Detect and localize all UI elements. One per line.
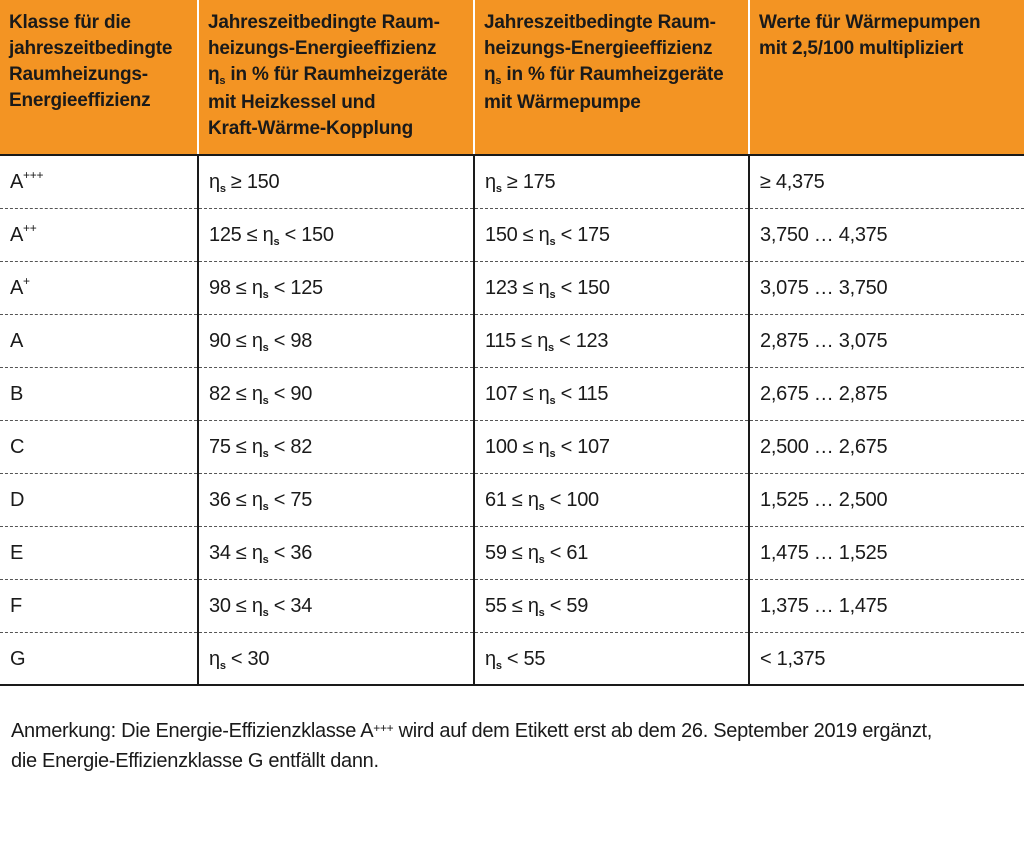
range-upper: < 98 — [268, 330, 313, 352]
eta-symbol: η — [527, 489, 539, 511]
range-lower: 150 ≤ — [485, 224, 539, 246]
eta-symbol: η — [251, 383, 263, 405]
eta-subscript: s — [495, 659, 502, 672]
cell-class — [0, 261, 198, 314]
range-lower: 61 ≤ — [485, 489, 528, 511]
eta-symbol: η — [538, 383, 550, 405]
eta-symbol: η — [527, 595, 539, 617]
cell-class — [0, 208, 198, 261]
header-line: heizungs-Energieeffizienz — [484, 38, 713, 59]
range-upper: < 61 — [544, 542, 589, 564]
table-row — [0, 314, 1024, 367]
eta-subscript: s — [549, 395, 556, 407]
range-upper: < 115 — [555, 383, 609, 405]
cell-boiler-range — [198, 579, 474, 632]
eta-subscript: s — [262, 554, 269, 566]
range-upper: < 36 — [268, 542, 313, 564]
header-line: mit Heizkessel und — [208, 92, 376, 113]
eta-symbol: η — [485, 647, 496, 670]
multiplied-value: 2,675 … 2,875 — [760, 383, 888, 405]
header-boiler-efficiency — [198, 0, 474, 155]
eta-subscript: s — [495, 183, 502, 196]
eta-subscript: s — [548, 342, 554, 354]
eta-subscript: s — [549, 236, 556, 248]
range-upper: < 150 — [279, 224, 334, 246]
eta-symbol: η — [484, 64, 496, 85]
range-lower: 75 ≤ — [209, 436, 252, 458]
cell-boiler-range — [198, 473, 474, 526]
footnote — [11, 716, 1011, 776]
multiplied-value: 3,750 … 4,375 — [760, 224, 888, 246]
header-line: mit 2,5/100 multipliziert — [759, 38, 964, 59]
range-lower: 30 ≤ — [209, 595, 252, 617]
table-row — [0, 367, 1024, 420]
cell-multiplied-range — [749, 208, 1024, 261]
cell-class — [0, 632, 198, 685]
multiplied-value: 2,500 … 2,675 — [760, 436, 888, 458]
cell-heatpump-range — [474, 314, 749, 367]
cell-class — [0, 473, 198, 526]
cell-boiler-range — [198, 632, 474, 685]
eta-symbol: η — [251, 595, 263, 617]
header-class-line: Energieeffizienz — [9, 90, 151, 111]
range-upper: < 150 — [555, 277, 610, 299]
multiplied-value: 1,375 … 1,475 — [760, 595, 888, 617]
multiplied-value: < 1,375 — [760, 647, 826, 670]
range-upper: < 175 — [555, 224, 610, 246]
footnote-text: wird auf dem Etikett erst ab dem 26. September 2019 ergänzt, — [393, 720, 933, 742]
range-lower: 125 ≤ — [209, 224, 263, 246]
cell-multiplied-range — [749, 155, 1024, 208]
cell-boiler-range — [198, 526, 474, 579]
table-row — [0, 526, 1024, 579]
header-class-line: Raumheizungs- — [9, 64, 148, 85]
header-class-line: jahreszeitbedingte — [9, 38, 173, 59]
table-row — [0, 632, 1024, 685]
cell-class — [0, 155, 198, 208]
footnote-text: Anmerkung: Die Energie-Effizienzklasse A — [11, 720, 374, 742]
cell-multiplied-range — [749, 314, 1024, 367]
eta-symbol: η — [251, 489, 263, 511]
range-lower: 82 ≤ — [209, 383, 252, 405]
eta-subscript: s — [262, 448, 269, 460]
cell-heatpump-range — [474, 208, 749, 261]
cell-boiler-range — [198, 367, 474, 420]
cell-boiler-range — [198, 314, 474, 367]
eta-symbol: η — [538, 224, 550, 246]
class-letter: A — [10, 224, 24, 246]
eta-subscript: s — [549, 289, 556, 301]
class-letter: E — [10, 542, 24, 564]
cell-class — [0, 314, 198, 367]
range-upper: < 125 — [268, 277, 323, 299]
header-row — [0, 0, 1024, 155]
range-lower: 115 ≤ — [485, 330, 538, 352]
eta-subscript: s — [262, 395, 269, 407]
eta-subscript: s — [219, 183, 226, 196]
class-superscript: + — [23, 274, 30, 288]
header-class — [0, 0, 198, 155]
class-letter: B — [10, 383, 24, 405]
cell-heatpump-range — [474, 632, 749, 685]
eta-subscript: s — [262, 289, 269, 301]
eta-symbol: η — [538, 277, 550, 299]
class-letter: A — [10, 277, 24, 299]
cell-class — [0, 420, 198, 473]
footnote-superscript: +++ — [373, 721, 394, 735]
multiplied-value: 1,475 … 1,525 — [760, 542, 888, 564]
eta-symbol: η — [262, 224, 274, 246]
eta-subscript: s — [262, 607, 269, 619]
eta-subscript: s — [262, 501, 269, 513]
eta-symbol: η — [209, 647, 220, 670]
range-lower: 100 ≤ — [485, 436, 539, 458]
class-letter: G — [10, 647, 26, 670]
cell-multiplied-range — [749, 261, 1024, 314]
class-letter: D — [10, 489, 25, 511]
range-upper: < 82 — [268, 436, 313, 458]
eta-subscript: s — [262, 342, 269, 354]
eta-subscript: s — [273, 236, 280, 248]
eta-symbol: η — [485, 171, 496, 194]
cell-boiler-range — [198, 155, 474, 208]
eta-subscript: s — [549, 448, 556, 460]
header-line: Kraft-Wärme-Kopplung — [208, 118, 413, 139]
range-upper: < 123 — [553, 330, 609, 352]
table-row — [0, 261, 1024, 314]
cell-multiplied-range — [749, 473, 1024, 526]
cell-heatpump-range — [474, 473, 749, 526]
header-heatpump-multiplied — [749, 0, 1024, 155]
multiplied-value: ≥ 4,375 — [760, 171, 825, 194]
cell-heatpump-range — [474, 526, 749, 579]
eta-subscript: s — [538, 501, 545, 513]
cell-multiplied-range — [749, 367, 1024, 420]
eta-symbol: η — [527, 542, 539, 564]
range-upper: < 75 — [268, 489, 313, 511]
range-lower: 98 ≤ — [209, 277, 252, 299]
eta-subscript: s — [538, 607, 545, 619]
range-lower: 36 ≤ — [209, 489, 252, 511]
cell-heatpump-range — [474, 367, 749, 420]
range-lower: 59 ≤ — [485, 542, 528, 564]
eta-symbol: η — [537, 330, 549, 352]
cell-heatpump-range — [474, 155, 749, 208]
range-upper: < 34 — [268, 595, 313, 617]
table-row — [0, 155, 1024, 208]
cell-heatpump-range — [474, 420, 749, 473]
eta-symbol: η — [208, 64, 220, 85]
header-line: mit Wärmepumpe — [484, 92, 641, 113]
eta-symbol: η — [538, 436, 550, 458]
cell-class — [0, 526, 198, 579]
cell-heatpump-range — [474, 579, 749, 632]
cell-boiler-range — [198, 261, 474, 314]
range-upper: < 59 — [544, 595, 589, 617]
eta-symbol: η — [251, 277, 263, 299]
multiplied-value: 2,875 … 3,075 — [760, 330, 888, 352]
multiplied-value: 1,525 … 2,500 — [760, 489, 888, 511]
cell-multiplied-range — [749, 420, 1024, 473]
cell-multiplied-range — [749, 526, 1024, 579]
cell-multiplied-range — [749, 632, 1024, 685]
header-line: heizungs-Energieeffizienz — [208, 38, 437, 59]
header-line: Werte für Wärmepumpen — [759, 12, 981, 33]
cell-boiler-range — [198, 420, 474, 473]
range-lower: 34 ≤ — [209, 542, 252, 564]
header-line: in % für Raumheizgeräte — [501, 64, 724, 85]
range-upper: < 107 — [555, 436, 610, 458]
eta-symbol: η — [251, 330, 263, 352]
eta-symbol: η — [251, 436, 263, 458]
range-upper: ≥ 175 — [501, 171, 556, 194]
range-lower: 107 ≤ — [485, 383, 539, 405]
table-body — [0, 155, 1024, 685]
range-upper: < 90 — [268, 383, 313, 405]
header-class-line: Klasse für die — [9, 12, 131, 33]
range-upper: < 30 — [225, 647, 270, 670]
range-lower: 123 ≤ — [485, 277, 539, 299]
table-row — [0, 420, 1024, 473]
class-letter: C — [10, 436, 25, 458]
cell-class — [0, 367, 198, 420]
header-line: Jahreszeitbedingte Raum- — [484, 12, 716, 33]
class-letter: A — [10, 330, 24, 352]
class-letter: F — [10, 595, 22, 617]
range-upper: < 55 — [501, 647, 546, 670]
table-row — [0, 579, 1024, 632]
eta-symbol: η — [251, 542, 263, 564]
class-letter: A — [10, 171, 24, 194]
cell-multiplied-range — [749, 579, 1024, 632]
range-lower: 55 ≤ — [485, 595, 528, 617]
table-header — [0, 0, 1024, 155]
cell-boiler-range — [198, 208, 474, 261]
eta-subscript: s — [495, 75, 502, 87]
table-row — [0, 208, 1024, 261]
header-line: Jahreszeitbedingte Raum- — [208, 12, 440, 33]
header-line: in % für Raumheizgeräte — [225, 64, 448, 85]
eta-subscript: s — [219, 659, 226, 672]
range-upper: < 100 — [544, 489, 599, 511]
eta-subscript: s — [538, 554, 545, 566]
cell-heatpump-range — [474, 261, 749, 314]
table-row — [0, 473, 1024, 526]
range-lower: 90 ≤ — [209, 330, 252, 352]
eta-subscript: s — [219, 75, 226, 87]
header-heatpump-efficiency — [474, 0, 749, 155]
range-upper: ≥ 150 — [225, 171, 280, 194]
multiplied-value: 3,075 … 3,750 — [760, 277, 888, 299]
class-superscript: +++ — [23, 168, 44, 183]
eta-symbol: η — [209, 171, 220, 194]
footnote-text: die Energie-Effizienzklasse G entfällt dann. — [11, 750, 379, 772]
cell-class — [0, 579, 198, 632]
class-superscript: ++ — [23, 221, 37, 235]
